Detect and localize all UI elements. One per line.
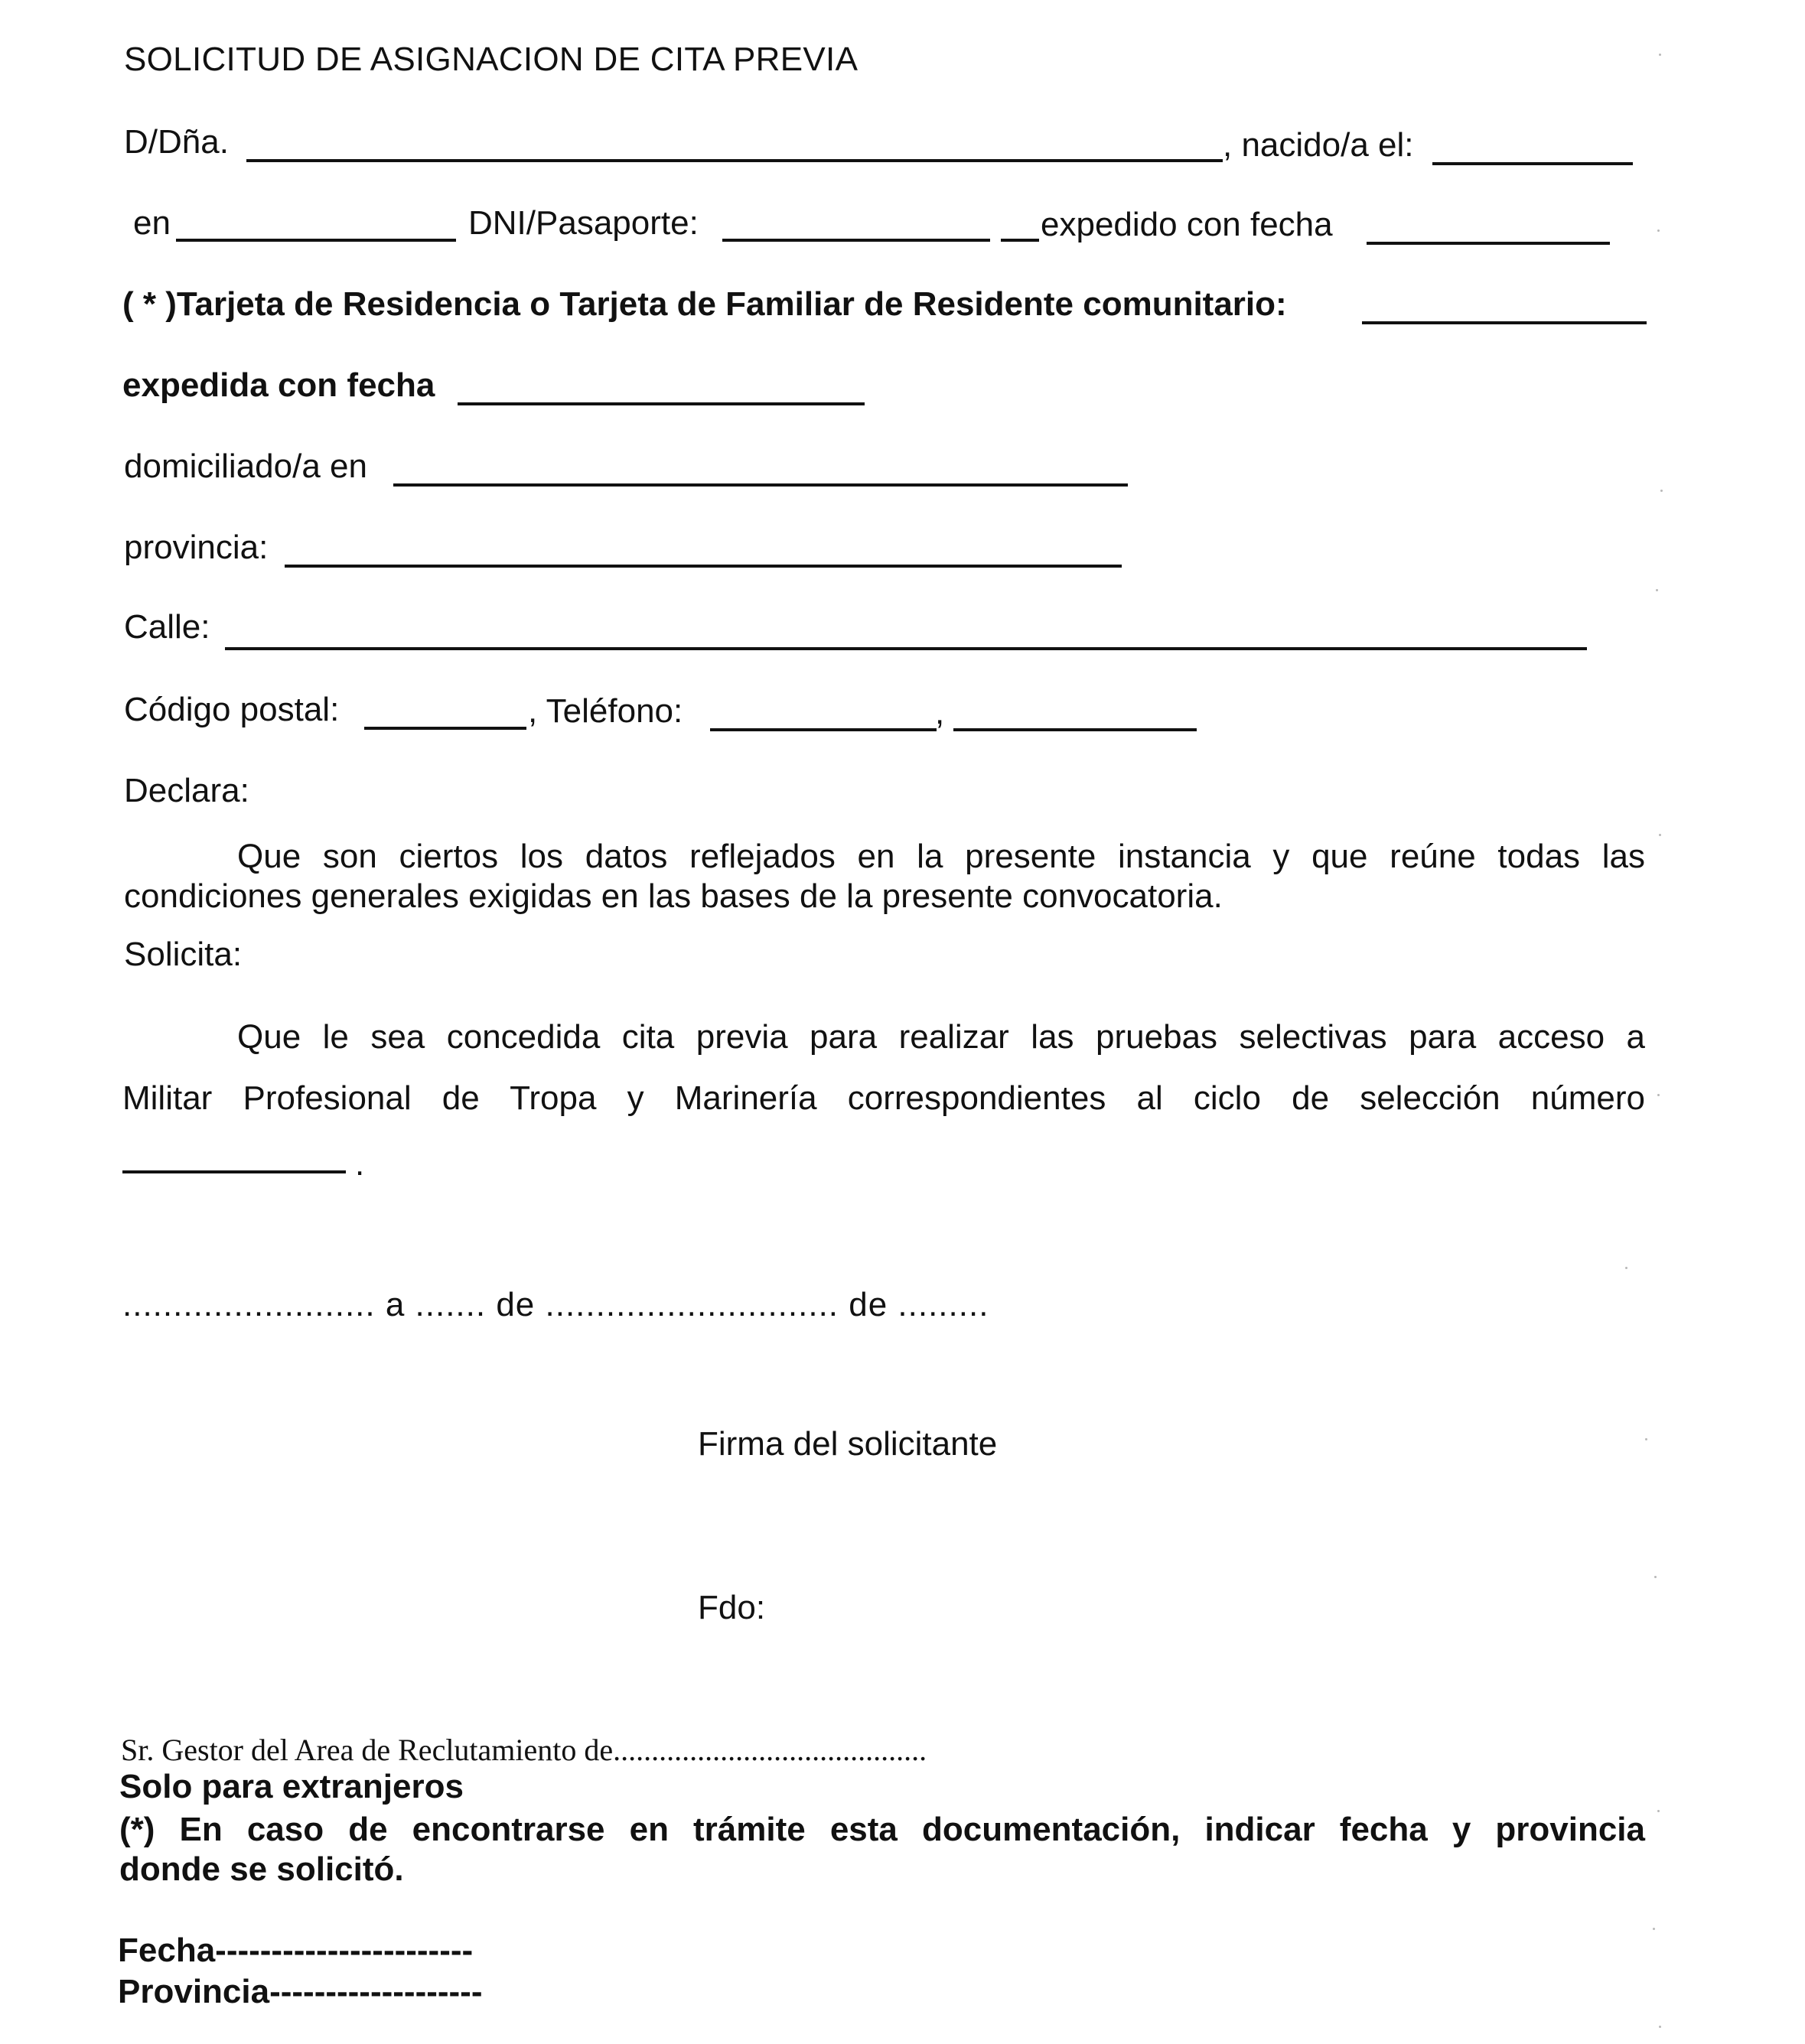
domiciliado-label: domiciliado/a en <box>124 448 367 485</box>
telefono-separator: , <box>935 694 945 731</box>
scan-speck <box>1654 1576 1657 1578</box>
scan-speck <box>1659 2026 1661 2028</box>
scan-speck <box>1656 589 1658 591</box>
solicita-heading: Solicita: <box>124 936 243 973</box>
provincia-field[interactable] <box>285 565 1122 568</box>
extranjeros-note-line2: donde se solicitó. <box>119 1850 404 1888</box>
scan-speck <box>1657 1094 1660 1096</box>
calle-label: Calle: <box>124 608 210 646</box>
nacido-label: , nacido/a el: <box>1223 126 1414 164</box>
solicita-text-line1: Que le sea concedida cita previa para realizar las pruebas selectivas para acceso a <box>237 1018 1645 1056</box>
extranjeros-heading: Solo para extranjeros <box>119 1768 464 1805</box>
telefono-field[interactable] <box>710 728 937 731</box>
codigo-postal-field[interactable] <box>364 727 526 730</box>
dni-label: DNI/Pasaporte: <box>468 204 699 242</box>
tarjeta-label: ( * )Tarjeta de Residencia o Tarjeta de Familiar de Residente comunitario: <box>122 285 1287 323</box>
extranjeros-provincia-line[interactable]: Provincia------------------- <box>118 1973 483 2010</box>
telefono-label: , Teléfono: <box>528 692 683 730</box>
lugar-nacimiento-label: en <box>133 204 171 242</box>
fdo-label: Fdo: <box>698 1589 766 1626</box>
domicilio-field[interactable] <box>393 483 1128 487</box>
tarjeta-field[interactable] <box>1362 321 1647 324</box>
gestor-line[interactable]: Sr. Gestor del Area de Reclutamiento de......................................... <box>121 1733 927 1767</box>
form-title: SOLICITUD DE ASIGNACION DE CITA PREVIA <box>124 41 859 78</box>
telefono-2-field[interactable] <box>953 728 1197 731</box>
declara-text-line1: Que son ciertos los datos reflejados en la presente instancia y que reúne todas las <box>237 838 1645 875</box>
scan-speck <box>1645 1438 1647 1440</box>
extranjeros-note-line1: (*) En caso de encontrarse en trámite esta documentación, indicar fecha y provincia <box>119 1811 1645 1848</box>
solicita-end-mark: . <box>355 1145 365 1183</box>
provincia-label: provincia: <box>124 529 269 566</box>
scan-speck <box>1657 229 1660 232</box>
fecha-lugar-line[interactable]: ......................... a ....... de ............................. de ......... <box>122 1286 989 1323</box>
expedida-label: expedida con fecha <box>122 366 435 404</box>
scan-speck <box>1659 54 1661 56</box>
declara-heading: Declara: <box>124 772 249 809</box>
calle-field[interactable] <box>225 647 1587 650</box>
solicita-text-line2: Militar Profesional de Tropa y Marinería correspondientes al ciclo de selección número <box>122 1079 1645 1117</box>
nombre-field[interactable] <box>246 159 1223 162</box>
firma-label: Firma del solicitante <box>698 1425 998 1463</box>
scan-speck <box>1660 490 1663 492</box>
expedido-label: expedido con fecha <box>1041 206 1333 243</box>
lugar-nacimiento-field[interactable] <box>176 239 456 242</box>
tarjeta-expedicion-fecha-field[interactable] <box>458 402 865 405</box>
scan-speck <box>1625 1267 1627 1269</box>
extranjeros-fecha-line[interactable]: Fecha----------------------- <box>118 1932 474 1969</box>
scan-speck <box>1653 1928 1655 1930</box>
dni-extra-field[interactable] <box>1001 239 1039 242</box>
dni-field[interactable] <box>722 239 990 242</box>
ciclo-numero-field[interactable] <box>122 1170 346 1173</box>
codigo-postal-label: Código postal: <box>124 691 340 728</box>
dni-expedicion-fecha-field[interactable] <box>1367 242 1610 245</box>
nombre-label: D/Dña. <box>124 123 229 161</box>
declara-text-line2: condiciones generales exigidas en las bases de la presente convocatoria. <box>124 877 1223 915</box>
nacimiento-fecha-field[interactable] <box>1432 162 1633 165</box>
scan-speck <box>1657 1810 1660 1812</box>
scan-speck <box>1659 834 1661 836</box>
